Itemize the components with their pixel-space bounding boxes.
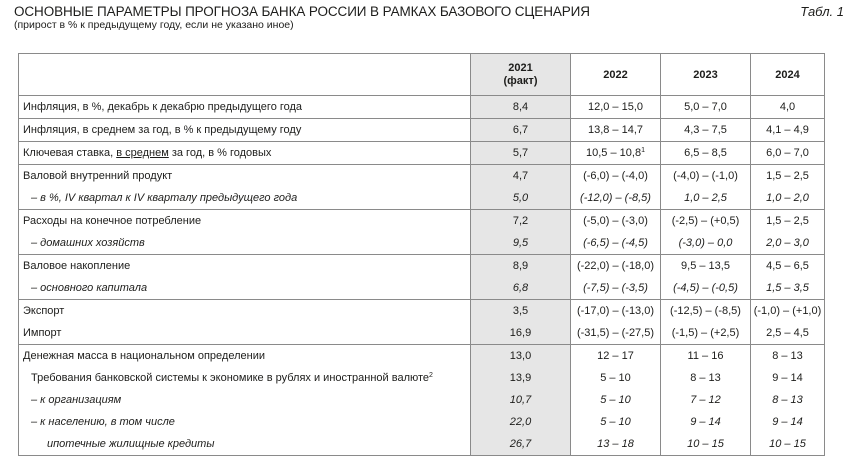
header-2024: 2024: [751, 54, 825, 96]
cell-2023: 8 – 13: [661, 367, 751, 389]
cell-2024: 2,0 – 3,0: [751, 232, 825, 255]
table-row: [19, 367, 825, 389]
cell-2021: 8,4: [471, 96, 571, 119]
cell-2022: (-6,5) – (-4,5): [571, 232, 661, 255]
cell-2023: 10 – 15: [661, 433, 751, 456]
row-label: ипотечные жилищные кредиты: [19, 433, 471, 456]
cell-2024: 2,5 – 4,5: [751, 322, 825, 345]
table-row: [19, 345, 825, 368]
cell-2023: (-12,5) – (-8,5): [661, 300, 751, 323]
cell-2022: (-6,0) – (-4,0): [571, 165, 661, 188]
cell-2024: 9 – 14: [751, 367, 825, 389]
cell-2021: 8,9: [471, 255, 571, 278]
cell-2021: 22,0: [471, 411, 571, 433]
cell-2021: 5,0: [471, 187, 571, 210]
cell-2024: 9 – 14: [751, 411, 825, 433]
table-row: [19, 187, 825, 210]
cell-2024: 4,0: [751, 96, 825, 119]
row-label: Денежная масса в национальном определении: [19, 345, 471, 368]
header-2022: 2022: [571, 54, 661, 96]
header-2021: [471, 54, 571, 96]
row-label: Экспорт: [19, 300, 471, 323]
cell-2021: 13,0: [471, 345, 571, 368]
cell-2021: 4,7: [471, 165, 571, 188]
row-label: Расходы на конечное потребление: [19, 210, 471, 233]
cell-2021: 6,7: [471, 119, 571, 142]
row-label: Валовое накопление: [19, 255, 471, 278]
table-row: [19, 255, 825, 278]
cell-2021: 6,8: [471, 277, 571, 300]
cell-2023: 11 – 16: [661, 345, 751, 368]
cell-2022: 13 – 18: [571, 433, 661, 456]
footnote-ref: 2: [429, 372, 433, 379]
cell-2023: 7 – 12: [661, 389, 751, 411]
table-title: ОСНОВНЫЕ ПАРАМЕТРЫ ПРОГНОЗА БАНКА РОССИИ В РАМКАХ БАЗОВОГО СЦЕНАРИЯ: [14, 4, 590, 19]
cell-2021: 7,2: [471, 210, 571, 233]
cell-2021: 9,5: [471, 232, 571, 255]
cell-2022: 5 – 10: [571, 389, 661, 411]
table-row: [19, 96, 825, 119]
cell-2022: 12 – 17: [571, 345, 661, 368]
cell-2024: 8 – 13: [751, 345, 825, 368]
header-row: [19, 54, 825, 96]
cell-2022: (-31,5) – (-27,5): [571, 322, 661, 345]
cell-2022: (-5,0) – (-3,0): [571, 210, 661, 233]
row-label: Инфляция, в среднем за год, в % к предыдущему году: [19, 119, 471, 142]
table-row: [19, 210, 825, 233]
forecast-table: [18, 53, 825, 456]
cell-2024: 4,5 – 6,5: [751, 255, 825, 278]
cell-2023: (-2,5) – (+0,5): [661, 210, 751, 233]
cell-2021: 3,5: [471, 300, 571, 323]
cell-2021: 5,7: [471, 142, 571, 165]
row-label: – к населению, в том числе: [19, 411, 471, 433]
cell-2022: (-17,0) – (-13,0): [571, 300, 661, 323]
cell-2024: (-1,0) – (+1,0): [751, 300, 825, 323]
cell-2024: 8 – 13: [751, 389, 825, 411]
row-label: Валовой внутренний продукт: [19, 165, 471, 188]
cell-2023: 9 – 14: [661, 411, 751, 433]
row-label: [19, 367, 471, 389]
cell-2023: (-3,0) – 0,0: [661, 232, 751, 255]
cell-2024: 1,5 – 3,5: [751, 277, 825, 300]
row-label-text: Требования банковской системы к экономике в рублях и иностранной валюте: [31, 372, 430, 384]
cell-2022: 5 – 10: [571, 411, 661, 433]
cell-2022: 5 – 10: [571, 367, 661, 389]
table-number-label: Табл. 1: [800, 4, 844, 19]
row-label: – домашних хозяйств: [19, 232, 471, 255]
cell-2022: (-7,5) – (-3,5): [571, 277, 661, 300]
cell-value: 10,5 – 10,8: [586, 147, 642, 159]
cell-2024: 1,0 – 2,0: [751, 187, 825, 210]
header-2021-note: (факт): [503, 74, 538, 87]
cell-2023: 4,3 – 7,5: [661, 119, 751, 142]
row-label-underlined: в среднем: [116, 147, 169, 159]
cell-2022: [571, 142, 661, 165]
table-row: [19, 389, 825, 411]
cell-2023: 9,5 – 13,5: [661, 255, 751, 278]
table-subtitle: (прирост в % к предыдущему году, если не указано иное): [14, 19, 294, 31]
cell-2024: 1,5 – 2,5: [751, 210, 825, 233]
cell-2022: 13,8 – 14,7: [571, 119, 661, 142]
row-label: Импорт: [19, 322, 471, 345]
row-label: – основного капитала: [19, 277, 471, 300]
cell-2021: 26,7: [471, 433, 571, 456]
cell-2021: 10,7: [471, 389, 571, 411]
table-row: [19, 411, 825, 433]
cell-2021: 13,9: [471, 367, 571, 389]
table-row: [19, 119, 825, 142]
cell-2022: (-12,0) – (-8,5): [571, 187, 661, 210]
row-label: – к организациям: [19, 389, 471, 411]
row-label: [19, 142, 471, 165]
cell-2024: 4,1 – 4,9: [751, 119, 825, 142]
table-row: [19, 322, 825, 345]
table-row: [19, 142, 825, 165]
header-2023: 2023: [661, 54, 751, 96]
table-row: [19, 232, 825, 255]
row-label: Инфляция, в %, декабрь к декабрю предыдущего года: [19, 96, 471, 119]
footnote-ref: 1: [641, 147, 645, 154]
cell-2023: (-1,5) – (+2,5): [661, 322, 751, 345]
table-row: [19, 277, 825, 300]
cell-2024: 6,0 – 7,0: [751, 142, 825, 165]
cell-2022: 12,0 – 15,0: [571, 96, 661, 119]
cell-2024: 1,5 – 2,5: [751, 165, 825, 188]
header-2021-year: 2021: [508, 61, 533, 74]
cell-2023: 6,5 – 8,5: [661, 142, 751, 165]
row-label-part: за год, в % годовых: [168, 147, 272, 159]
cell-2024: 10 – 15: [751, 433, 825, 456]
cell-2023: (-4,5) – (-0,5): [661, 277, 751, 300]
cell-2021: 16,9: [471, 322, 571, 345]
cell-2023: (-4,0) – (-1,0): [661, 165, 751, 188]
header-label-cell: [19, 54, 471, 96]
table-row: [19, 433, 825, 456]
cell-2023: 5,0 – 7,0: [661, 96, 751, 119]
cell-2022: (-22,0) – (-18,0): [571, 255, 661, 278]
row-label: – в %, IV квартал к IV кварталу предыдущего года: [19, 187, 471, 210]
table-row: [19, 165, 825, 188]
cell-2023: 1,0 – 2,5: [661, 187, 751, 210]
table-row: [19, 300, 825, 323]
row-label-part: Ключевая ставка,: [23, 147, 117, 159]
